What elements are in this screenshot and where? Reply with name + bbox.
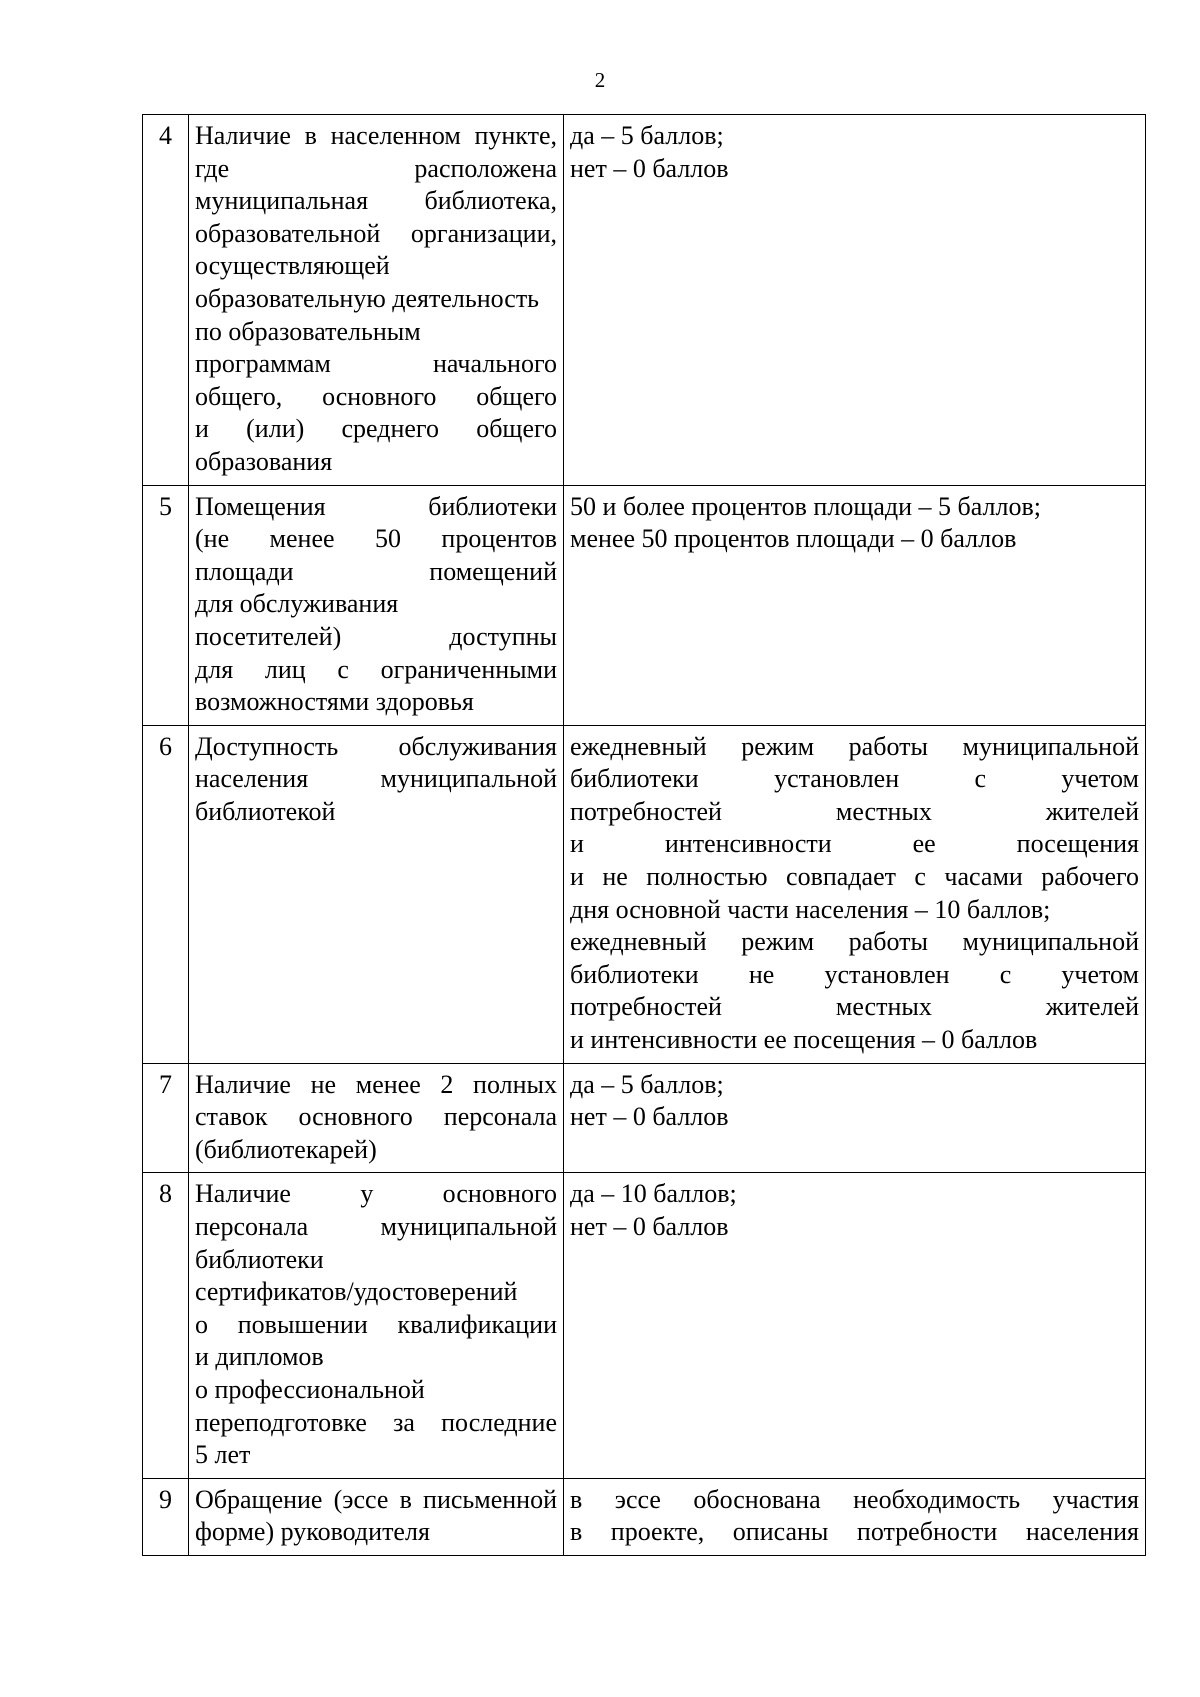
score-line: и интенсивности ее посещения – 0 баллов xyxy=(570,1025,1038,1055)
score-cell xyxy=(564,725,1146,1063)
page-number: 2 xyxy=(594,68,606,92)
score-line: да – 5 баллов; xyxy=(570,121,724,150)
score-line: в эссе обоснована необходимость участия xyxy=(570,1484,1139,1514)
score-line: нет – 0 баллов xyxy=(570,1102,729,1132)
row-number: 8 xyxy=(143,1173,189,1478)
score-cell xyxy=(564,1478,1146,1555)
criterion-line: муниципальная библиотека, xyxy=(195,186,557,216)
criterion-line: населения муниципальной xyxy=(195,764,557,794)
score-line: потребностей местных жителей xyxy=(570,992,1139,1022)
criterion-line: Наличие у основного xyxy=(195,1179,557,1209)
score-line: и не полностью совпадает с часами рабочего xyxy=(570,862,1139,892)
criterion-line: Наличие в населенном пункте, xyxy=(195,121,557,150)
criterion-cell xyxy=(189,725,564,1063)
score-line: библиотеки установлен с учетом xyxy=(570,764,1139,794)
score-line: да – 10 баллов; xyxy=(570,1179,737,1209)
criterion-line: осуществляющей xyxy=(195,251,390,281)
row-number: 5 xyxy=(143,485,189,725)
criterion-line: (библиотекарей) xyxy=(195,1134,377,1164)
score-line: ежедневный режим работы муниципальной xyxy=(570,731,1139,761)
row-number: 9 xyxy=(143,1478,189,1555)
criterion-line: образовательную деятельность xyxy=(195,283,540,313)
criterion-line: образовательной организации, xyxy=(195,218,557,248)
criterion-line: образования xyxy=(195,446,333,476)
score-line: в проекте, описаны потребности населения xyxy=(570,1517,1139,1547)
criterion-cell xyxy=(189,485,564,725)
score-cell xyxy=(564,1173,1146,1478)
table-row xyxy=(143,725,1146,1063)
table-row xyxy=(143,1063,1146,1173)
criterion-line: общего, основного общего xyxy=(195,381,557,411)
table-body xyxy=(143,115,1146,1556)
table-row xyxy=(143,1478,1146,1555)
criterion-line: сертификатов/удостоверений xyxy=(195,1277,518,1307)
score-line: да – 5 баллов; xyxy=(570,1069,724,1099)
criterion-line: для обслуживания xyxy=(195,589,399,619)
criterion-line: программам начального xyxy=(195,349,557,379)
criteria-table xyxy=(142,114,1146,1556)
criterion-line: библиотеки xyxy=(195,1244,324,1274)
criterion-line: (не менее 50 процентов xyxy=(195,524,557,554)
score-cell xyxy=(564,1063,1146,1173)
criterion-line: о повышении квалификации xyxy=(195,1309,557,1339)
score-line: и интенсивности ее посещения xyxy=(570,829,1139,859)
criterion-line: библиотекой xyxy=(195,796,336,826)
criterion-line: для лиц с ограниченными xyxy=(195,654,557,684)
row-number: 6 xyxy=(143,725,189,1063)
criterion-line: и дипломов xyxy=(195,1342,324,1372)
score-cell xyxy=(564,485,1146,725)
criterion-line: переподготовке за последние xyxy=(195,1407,557,1437)
criterion-line: Обращение (эссе в письменной xyxy=(195,1484,557,1514)
criterion-line: 5 лет xyxy=(195,1440,251,1470)
table-row xyxy=(143,485,1146,725)
table-row xyxy=(143,1173,1146,1478)
score-line: нет – 0 баллов xyxy=(570,1212,729,1241)
criterion-line: Помещения библиотеки xyxy=(195,491,557,521)
score-line: ежедневный режим работы муниципальной xyxy=(570,927,1139,957)
criterion-line: форме) руководителя xyxy=(195,1517,430,1547)
score-line: библиотеки не установлен с учетом xyxy=(570,959,1139,989)
criterion-line: Наличие не менее 2 полных xyxy=(195,1069,557,1099)
row-number: 4 xyxy=(143,115,189,486)
criterion-line: посетителей) доступны xyxy=(195,621,557,651)
criterion-cell xyxy=(189,1173,564,1478)
score-line: менее 50 процентов площади – 0 баллов xyxy=(570,524,1017,554)
criterion-line: ставок основного персонала xyxy=(195,1102,557,1132)
criterion-cell xyxy=(189,1063,564,1173)
criterion-line: и (или) среднего общего xyxy=(195,414,557,444)
score-line: 50 и более процентов площади – 5 баллов; xyxy=(570,491,1041,521)
criterion-line: о профессиональной xyxy=(195,1374,425,1404)
criterion-line: возможностями здоровья xyxy=(195,687,474,717)
criterion-line: где расположена xyxy=(195,153,557,183)
criterion-cell xyxy=(189,1478,564,1555)
row-number: 7 xyxy=(143,1063,189,1173)
criterion-line: персонала муниципальной xyxy=(195,1212,557,1241)
criterion-cell xyxy=(189,115,564,486)
score-cell xyxy=(564,115,1146,486)
table-row xyxy=(143,115,1146,486)
criterion-line: Доступность обслуживания xyxy=(195,731,557,761)
score-line: нет – 0 баллов xyxy=(570,153,729,183)
criterion-line: площади помещений xyxy=(195,556,557,586)
criterion-line: по образовательным xyxy=(195,316,421,346)
score-line: дня основной части населения – 10 баллов; xyxy=(570,894,1051,924)
score-line: потребностей местных жителей xyxy=(570,796,1139,826)
